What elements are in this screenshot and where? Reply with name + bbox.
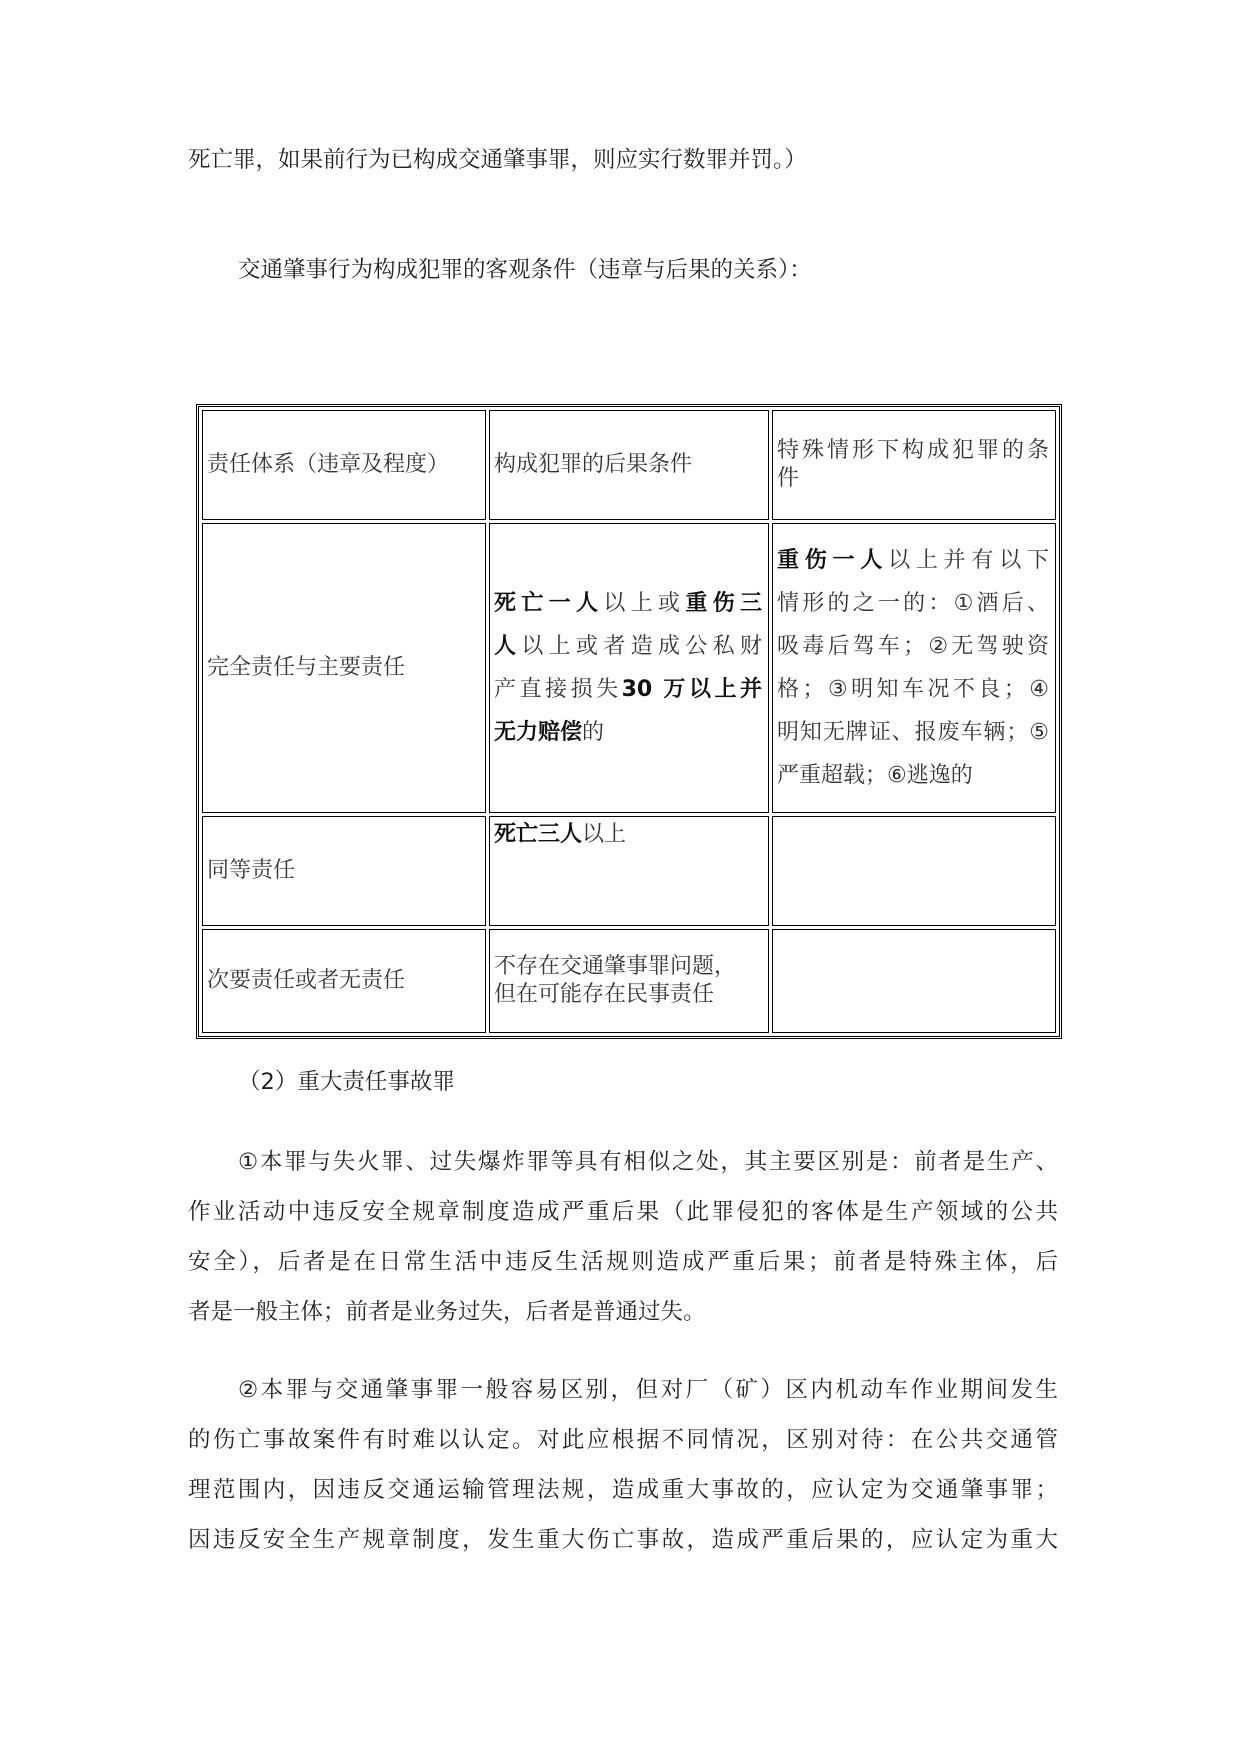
cell-special-conditions (772, 816, 1056, 926)
consequence-line (494, 582, 762, 625)
special-line: 吸毒后驾车；②无驾驶资 (777, 634, 1049, 659)
table-row (202, 929, 1056, 1033)
special-line: 严重超载；⑥逃逸的 (777, 763, 973, 788)
bold-text: 30 万以上并 (621, 677, 762, 702)
text: 产直接损失 (494, 677, 622, 702)
cell-consequence (489, 929, 769, 1033)
cell-responsibility: 完全责任与主要责任 (202, 523, 486, 813)
header-responsibility: 责任体系（违章及程度） (202, 410, 486, 520)
bold-text: 重伤一人 (777, 548, 889, 573)
text: 以上或 (603, 591, 686, 616)
table-row (202, 523, 1056, 813)
text: 以上或者造成公私财 (521, 634, 762, 659)
paragraph-line: 理范围内，因违反交通运输管理法规，造成重大事故的，应认定为交通肇事罪； (188, 1477, 1058, 1503)
special-line: 明知无牌证、报废车辆；⑤ (777, 720, 1049, 745)
bold-text: 重伤三 (685, 591, 762, 616)
paragraph-line: 安全），后者是在日常生活中违反生活规则造成严重后果；前者是特殊主体，后 (188, 1249, 1058, 1275)
bold-text: 死亡三人 (494, 822, 583, 847)
special-line (777, 539, 1049, 582)
section-heading: （2）重大责任事故罪 (238, 1069, 455, 1095)
special-line: 格；③明知车况不良；④ (777, 677, 1049, 702)
consequence-line (494, 625, 762, 668)
header-special-line: 特殊情形下构成犯罪的条 (777, 438, 1049, 463)
special-line: 情形的之一的：①酒后、 (777, 591, 1049, 616)
paragraph-line: 的伤亡事故案件有时难以认定。对此应根据不同情况，区别对待：在公共交通管 (188, 1427, 1058, 1453)
cell-special-conditions (772, 929, 1056, 1033)
bold-text: 人 (494, 634, 522, 659)
cell-special-conditions (772, 523, 1056, 813)
paragraph-line: ①本罪与失火罪、过失爆炸罪等具有相似之处，其主要区别是：前者是生产、 (238, 1149, 1058, 1175)
paragraph-line: 因违反安全生产规章制度，发生重大伤亡事故，造成严重后果的，应认定为重大 (188, 1527, 1058, 1553)
table-intro-paragraph: 交通肇事行为构成犯罪的客观条件（违章与后果的关系）： (238, 257, 812, 283)
cell-consequence (489, 523, 769, 813)
text: 的 (582, 720, 605, 745)
consequence-line (494, 711, 762, 754)
text: 以上 (582, 822, 627, 847)
cell-responsibility: 次要责任或者无责任 (202, 929, 486, 1033)
consequence-line (494, 668, 762, 711)
consequence-line: 不存在交通肇事罪问题， (494, 954, 737, 979)
paragraph-continuation: 死亡罪，如果前行为已构成交通肇事罪，则应实行数罪并罚。） (188, 147, 807, 173)
table-header-row (202, 410, 1056, 520)
cell-responsibility: 同等责任 (202, 816, 486, 926)
bold-text: 死亡一人 (494, 591, 604, 616)
header-consequence: 构成犯罪的后果条件 (489, 410, 769, 520)
header-special-conditions (772, 410, 1056, 520)
bold-text: 无力赔偿 (494, 720, 583, 745)
text: 以上并有以下 (888, 548, 1049, 573)
cell-consequence (489, 816, 769, 926)
consequence-line (494, 821, 762, 849)
consequence-line: 但在可能存在民事责任 (494, 982, 715, 1007)
paragraph-line: ②本罪与交通肇事罪一般容易区别，但对厂（矿）区内机动车作业期间发生 (238, 1377, 1058, 1403)
paragraph-line: 者是一般主体；前者是业务过失，后者是普通过失。 (188, 1299, 706, 1325)
liability-conditions-table (196, 404, 1062, 1039)
table-row (202, 816, 1056, 926)
paragraph-line: 作业活动中违反安全规章制度造成严重后果（此罪侵犯的客体是生产领域的公共 (188, 1199, 1058, 1225)
header-special-line: 件 (777, 466, 800, 491)
